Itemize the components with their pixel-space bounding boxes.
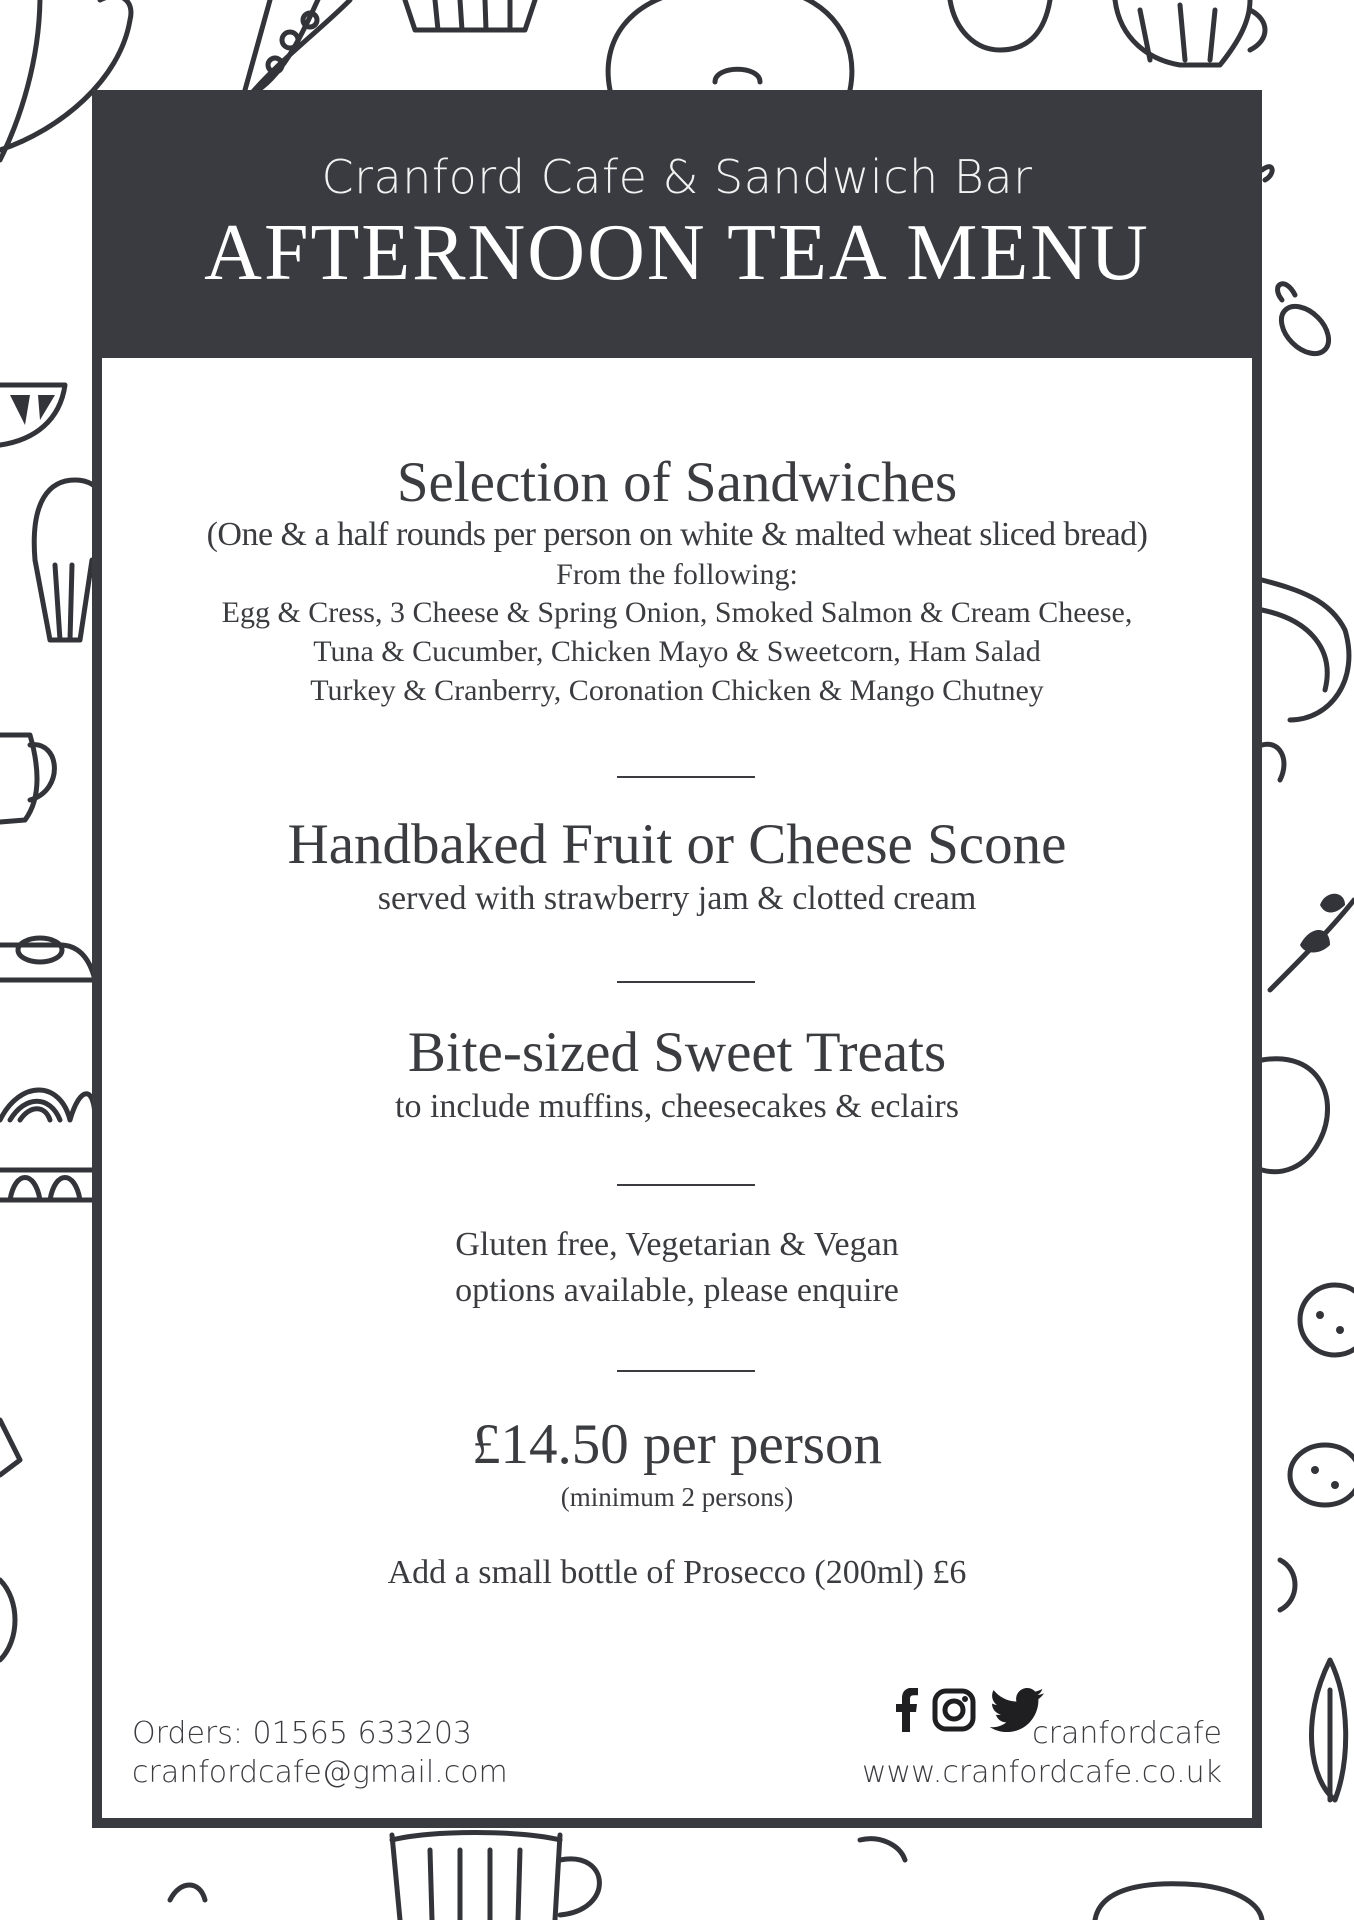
- scone-detail: served with strawberry jam & clotted cream: [377, 880, 977, 917]
- dietary-line-2: options available, please enquire: [455, 1272, 899, 1309]
- section-divider: [617, 1184, 755, 1186]
- sandwiches-list-line-1: Egg & Cress, 3 Cheese & Spring Onion, Smoked Salmon & Cream Cheese,: [221, 596, 1133, 629]
- section-divider: [617, 981, 755, 983]
- sandwiches-intro: From the following:: [556, 558, 798, 591]
- contact-email[interactable]: cranfordcafe@gmail.com: [132, 1755, 508, 1790]
- facebook-icon[interactable]: [894, 1688, 918, 1737]
- section-divider: [617, 776, 755, 778]
- section-divider: [617, 1370, 755, 1372]
- sandwiches-heading: Selection of Sandwiches: [396, 451, 958, 514]
- price-minimum: (minimum 2 persons): [560, 1482, 794, 1512]
- treats-detail: to include muffins, cheesecakes & eclairs: [395, 1088, 959, 1125]
- dietary-line-1: Gluten free, Vegetarian & Vegan: [455, 1226, 899, 1263]
- website-link[interactable]: www.cranfordcafe.co.uk: [861, 1755, 1222, 1790]
- instagram-icon[interactable]: [932, 1688, 976, 1737]
- sandwiches-list-line-2: Tuna & Cucumber, Chicken Mayo & Sweetcorn, Ham Salad: [313, 635, 1041, 668]
- social-icons: [894, 1688, 1044, 1737]
- scone-heading: Handbaked Fruit or Cheese Scone: [287, 813, 1067, 876]
- social-handle[interactable]: cranfordcafe: [1032, 1716, 1222, 1751]
- price-amount: £14.50 per person: [472, 1413, 882, 1476]
- sandwiches-detail: (One & a half rounds per person on white & malted wheat sliced bread): [206, 516, 1148, 553]
- menu-card: [92, 90, 1262, 1828]
- menu-header: [102, 100, 1252, 358]
- prosecco-addon: Add a small bottle of Prosecco (200ml) £6: [387, 1554, 967, 1591]
- sandwiches-list-line-3: Turkey & Cranberry, Coronation Chicken & Mango Chutney: [310, 674, 1044, 707]
- cafe-name: Cranford Cafe & Sandwich Bar: [321, 150, 1033, 204]
- menu-title: AFTERNOON TEA MENU: [204, 209, 1150, 297]
- orders-phone: Orders: 01565 633203: [132, 1716, 473, 1751]
- treats-heading: Bite-sized Sweet Treats: [407, 1021, 947, 1084]
